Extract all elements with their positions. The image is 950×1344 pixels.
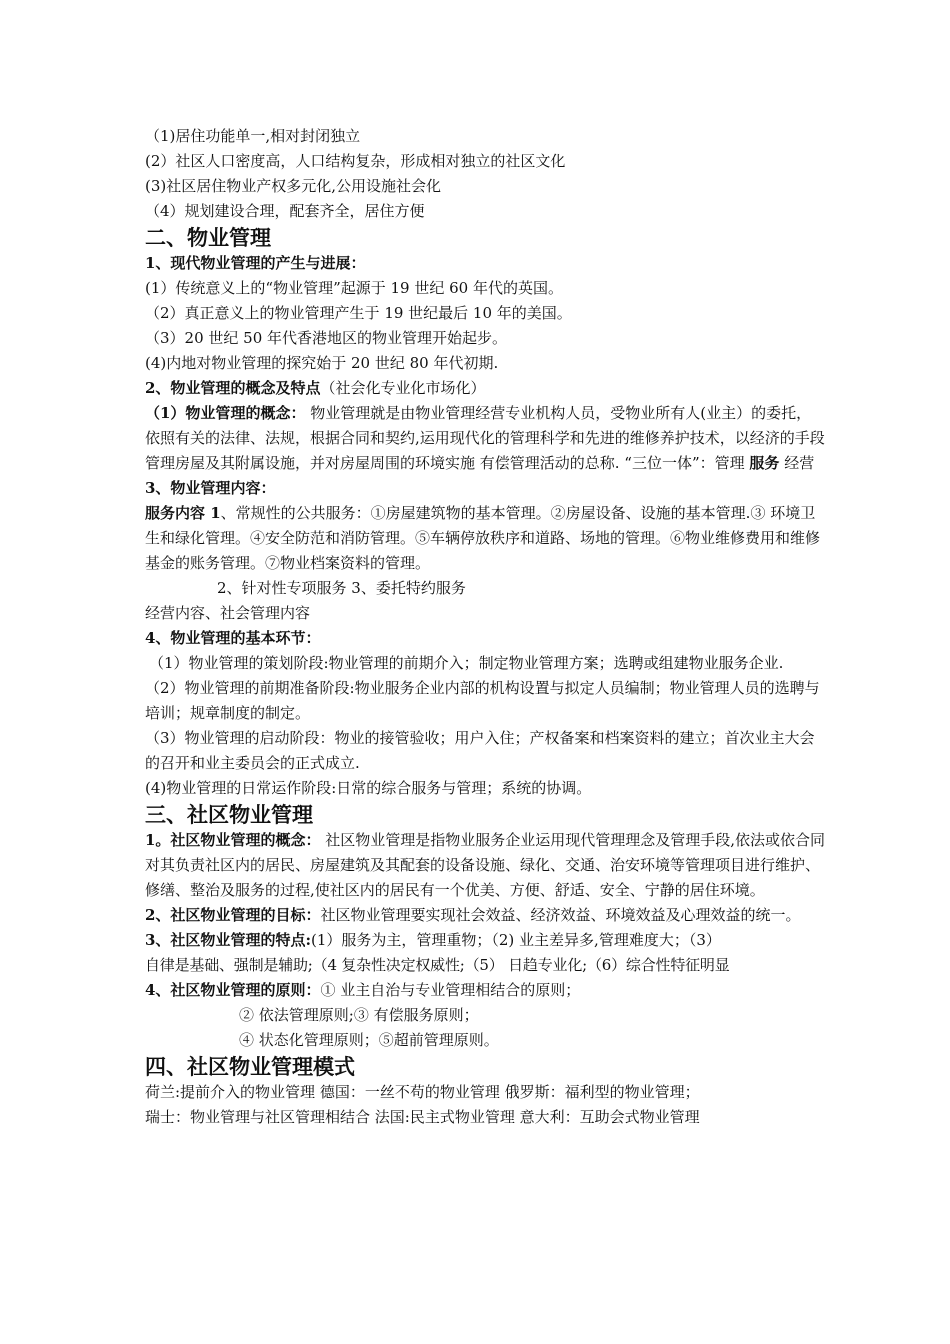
paragraph-text: ① 业主自治与专业管理相结合的原则； [320,981,581,999]
list-item: （1）物业管理的策划阶段:物业管理的前期介入；制定物业管理方案；选聘或组建物业服务企业. [149,654,784,672]
paragraph-text: 自律是基础、强制是辅助;（4 复杂性决定权威性;（5） 日趋专业化;（6）综合性特征明显 [145,956,730,974]
subheading-line [145,376,825,401]
paragraph-text: (1）服务为主，管理重物；（2) 业主差异多,管理难度大；（3） [310,931,721,949]
list-item: (3)社区居住物业产权多元化,公用设施社会化 [145,177,442,195]
paragraph-text: 荷兰:提前介入的物业管理 德国：一丝不苟的物业管理 俄罗斯：福利型的物业管理； [145,1083,700,1101]
paragraph-community-goal [145,903,825,928]
subheading: 4、物业管理的基本环节： [145,629,321,647]
paragraph-text: ② 依法管理原则;③ 有偿服务原则； [239,1006,479,1024]
document-page [145,124,825,1130]
paragraph-label: 3、社区物业管理的特点: [145,931,311,949]
list-item: (2）社区人口密度高，人口结构复杂，形成相对独立的社区文化 [145,152,566,170]
section-title-2: 二、物业管理 [145,225,271,250]
section-title-3: 三、社区物业管理 [145,802,313,827]
paragraph-service [145,501,825,576]
paragraph-text: 瑞士：物业管理与社区管理相结合 法国:民主式物业管理 意大利：互助会式物业管理 [145,1108,700,1126]
paragraph-label: 4、社区物业管理的原则： [145,981,321,999]
paragraph-label: （1）物业管理的概念： [145,404,306,422]
list-item: （4）规划建设合理，配套齐全，居住方便 [145,202,425,220]
list-item: (1）传统意义上的“物业管理”起源于 19 世纪 60 年代的英国。 [145,279,563,297]
paragraph-label: 服务内容 1 [145,504,221,522]
list-item: (4)内地对物业管理的探究始于 20 世纪 80 年代初期. [145,354,499,372]
section-title-4: 四、社区物业管理模式 [145,1054,355,1079]
paragraph-text: 社区物业管理是指物业服务企业运用现代管理理念及管理手段,依法或依合同对其负责社区内的居民、房屋建筑及其配套的设备设施、绿化、交通、治安环境等管理项目进行维护、修缮、整治及服务的过程,使社区内的居民有一个优美、方便、舒适、安全、宁静的居住环境。 [145,831,825,899]
list-item: （1)居住功能单一,相对封闭独立 [145,127,361,145]
paragraph-label: 2、社区物业管理的目标： [145,906,321,924]
paragraph-community-principles [145,978,825,1003]
paragraph-text: ④ 状态化管理原则；⑤超前管理原则。 [239,1031,499,1049]
subheading-note: （社会化专业化市场化） [320,379,486,397]
list-item: （3）20 世纪 50 年代香港地区的物业管理开始起步。 [145,329,508,347]
paragraph-label: 1。社区物业管理的概念： [145,831,321,849]
list-item: （2）真正意义上的物业管理产生于 19 世纪最后 10 年的美国。 [145,304,572,322]
paragraph-emphasis: 服务 [749,454,780,472]
other-content: 经营内容、社会管理内容 [145,604,311,622]
subheading: 3、物业管理内容： [145,479,276,497]
paragraph-text: 物业管理就是由物业管理经营专业机构人员，受物业所有人(业主）的委托，依照有关的法律、法规，根据合同和契约,运用现代化的管理科学和先进的维修养护技术，以经济的手段管理房屋及其附属设施，并对房屋周围的环境实施 有偿管理活动的总称. “三位一体”：管理 [145,404,825,472]
paragraph-text: 、常规性的公共服务：①房屋建筑物的基本管理。②房屋设备、设施的基本管理.③ 环境卫生和绿化管理。④安全防范和消防管理。⑤车辆停放秩序和道路、场地的管理。⑥物业维修费用和维修基金的账务管理。⑦物业档案资料的管理。 [145,504,821,572]
list-item: (4)物业管理的日常运作阶段:日常的综合服务与管理；系统的协调。 [145,779,592,797]
paragraph-community-features [145,928,825,953]
list-item: （2）物业管理的前期准备阶段:物业服务企业内部的机构设置与拟定人员编制；物业管理人员的选聘与培训；规章制度的制定。 [145,679,820,722]
paragraph-concept [145,401,825,476]
subheading: 1、现代物业管理的产生与进展： [145,254,366,272]
paragraph-text: 社区物业管理要实现社会效益、经济效益、环境效益及心理效益的统一。 [320,906,801,924]
paragraph-text: 经营 [779,454,815,472]
list-item: （3）物业管理的启动阶段：物业的接管验收；用户入住；产权备案和档案资料的建立；首次业主大会的召开和业主委员会的正式成立. [145,729,815,772]
service-more: 2、针对性专项服务 3、委托特约服务 [217,579,466,597]
subheading: 2、物业管理的概念及特点 [145,379,321,397]
paragraph-community-concept [145,828,825,903]
